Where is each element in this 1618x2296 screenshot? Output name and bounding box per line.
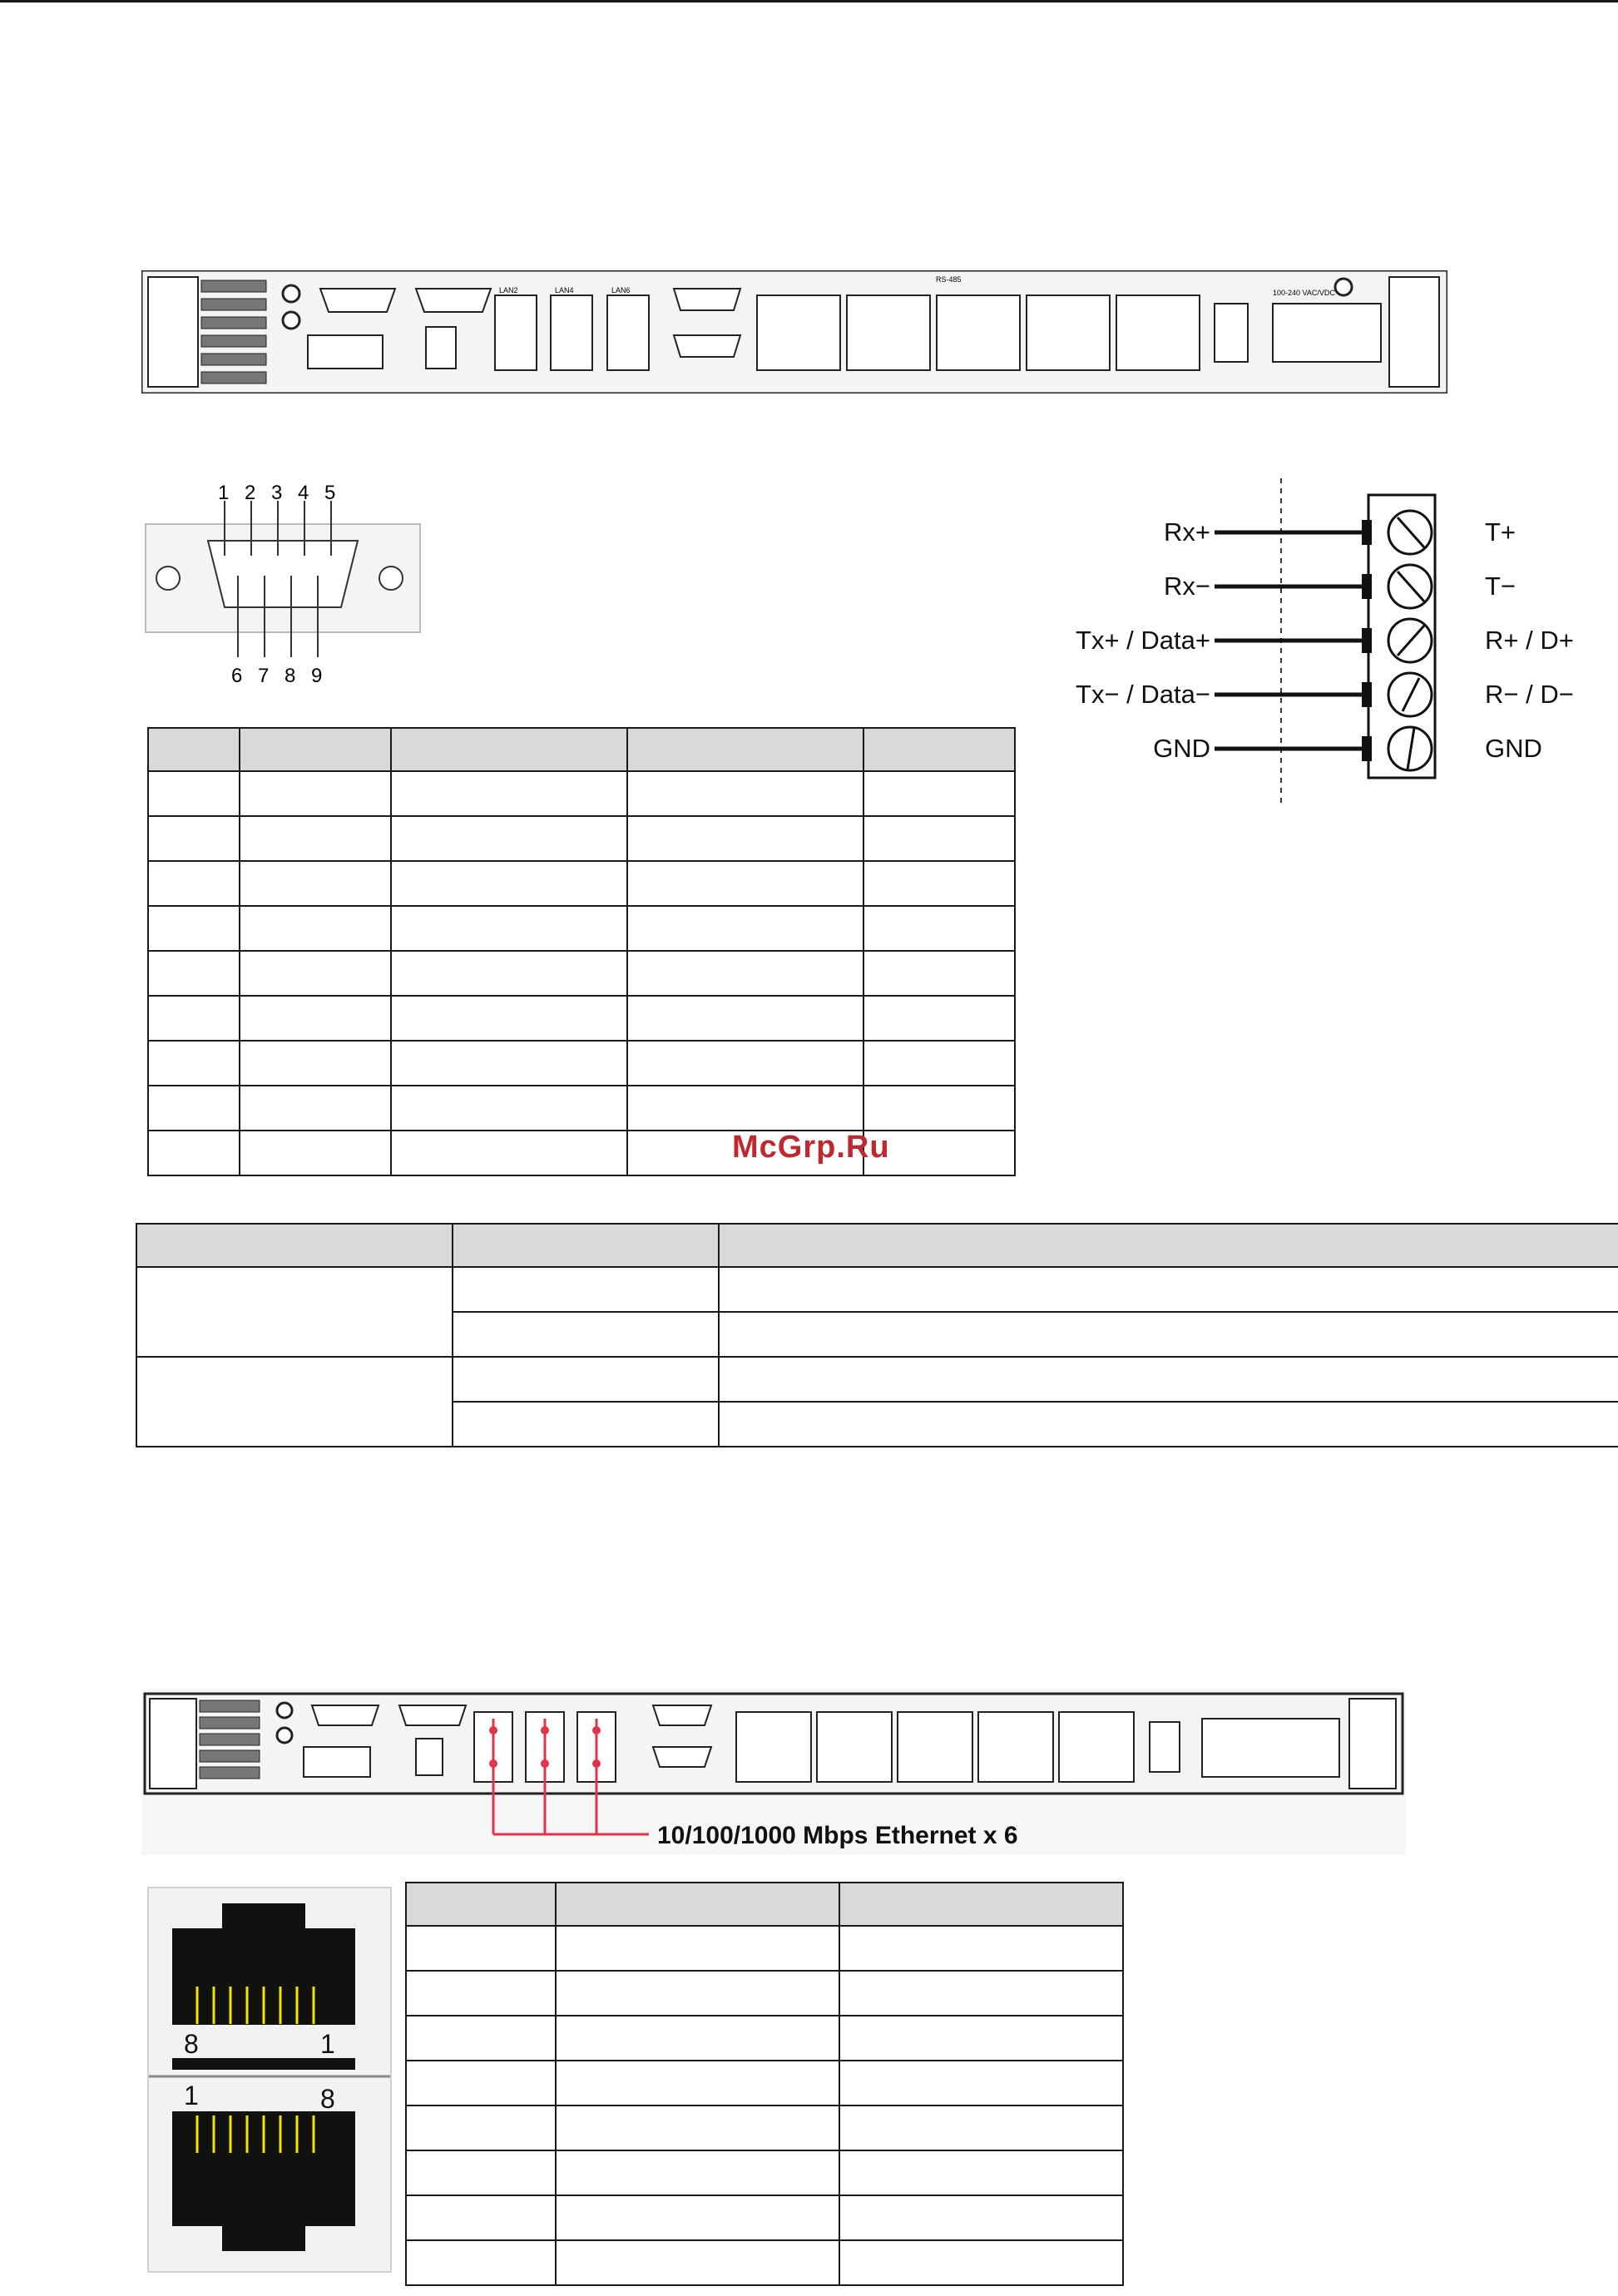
table-header-cell (240, 728, 391, 771)
rj45-top-left: 8 (184, 2029, 199, 2059)
db9-diagram (141, 482, 424, 690)
table-header-cell (719, 1224, 1618, 1267)
term-right-label: R+ / D+ (1485, 626, 1574, 655)
lan-label: LAN2 (499, 286, 518, 294)
table-row (136, 1357, 1618, 1402)
term-right-label: GND (1485, 734, 1542, 763)
table-header-cell (839, 1883, 1123, 1926)
table-row (148, 861, 1015, 906)
table-row (136, 1267, 1618, 1312)
term-right-label: T+ (1485, 517, 1517, 547)
pin-1: 1 (218, 482, 230, 504)
pin-4: 4 (298, 482, 309, 504)
term-right-label: R− / D− (1485, 680, 1574, 709)
rs485-label: RS-485 (936, 275, 962, 284)
table-row (406, 2061, 1123, 2105)
table-header-cell (391, 728, 627, 771)
rear-panel-image (141, 270, 1447, 393)
term-left-label: Tx+ / Data+ (1076, 626, 1210, 655)
pin-2: 2 (245, 482, 256, 504)
setting-table (136, 1223, 1618, 1447)
table-row (406, 2240, 1123, 2285)
rj45-top-right: 1 (320, 2029, 335, 2059)
table-header-cell (148, 728, 240, 771)
terminal-block-diagram (1032, 478, 1614, 803)
watermark: McGrp.Ru (732, 1130, 890, 1165)
term-left-label: GND (1153, 734, 1210, 763)
table-header-cell (556, 1883, 839, 1926)
pin-3: 3 (271, 482, 283, 504)
table-row (148, 816, 1015, 861)
table-row (406, 2105, 1123, 2150)
table-row (406, 1971, 1123, 2016)
table-row (148, 996, 1015, 1041)
table-row (406, 1926, 1123, 1971)
table-row (148, 1086, 1015, 1131)
pin-8: 8 (285, 665, 296, 687)
rj45-bottom-left: 1 (184, 2081, 199, 2110)
rear-panel-ethernet-image (141, 1689, 1406, 1863)
table-header-cell (136, 1224, 453, 1267)
table-row (148, 771, 1015, 816)
rj45-pin-table (405, 1882, 1124, 2286)
table-header-cell (406, 1883, 556, 1926)
table-row (148, 951, 1015, 996)
table-row (406, 2150, 1123, 2195)
pin-5: 5 (324, 482, 336, 504)
table-row (148, 906, 1015, 951)
pin-7: 7 (258, 665, 270, 687)
top-rule (0, 0, 1618, 2)
term-left-label: Rx+ (1164, 517, 1210, 547)
table-header-cell (453, 1224, 719, 1267)
lan-label: LAN4 (555, 286, 574, 294)
rj45-bottom-right: 8 (320, 2084, 335, 2114)
rj45-diagram (147, 1887, 392, 2273)
power-label: 100-240 VAC/VDC (1273, 289, 1335, 297)
table-header-cell (863, 728, 1015, 771)
table-header-cell (627, 728, 863, 771)
table-row (406, 2195, 1123, 2240)
term-left-label: Tx− / Data− (1076, 680, 1210, 709)
table-row (406, 2016, 1123, 2061)
pin-9: 9 (311, 665, 323, 687)
pin-6: 6 (231, 665, 243, 687)
term-right-label: T− (1485, 572, 1517, 601)
term-left-label: Rx− (1164, 572, 1210, 601)
ethernet-callout: 10/100/1000 Mbps Ethernet x 6 (657, 1822, 1018, 1849)
table-row (148, 1041, 1015, 1086)
lan-label: LAN6 (611, 286, 631, 294)
db9-pin-table (147, 727, 1016, 1176)
